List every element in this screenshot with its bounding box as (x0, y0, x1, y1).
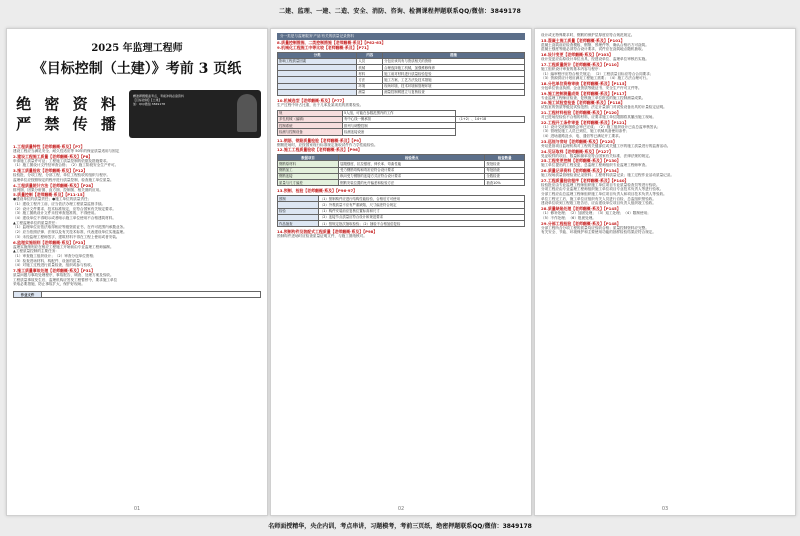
question-heading: 15.混凝土施工质量【老师翻概·系及】【P101】 (541, 37, 625, 43)
table-cell: 5人组，可能在参数范围内的工作 (342, 110, 455, 116)
table-cell: 预制 (278, 196, 319, 202)
table-cell: 环境 (357, 83, 383, 89)
table-cell: 检验 (278, 208, 319, 214)
question-heading: 21.工程材料检验【老师翻概·系及】【P120】 (541, 110, 621, 116)
table-cell: 钢筋连接 (278, 173, 339, 179)
table-cell: 测量控制网建立与复核检查 (383, 89, 525, 95)
text-line: 单位工程完工后，施工单位应组织有关人员进行自检，总监组织预验收。 (541, 196, 656, 201)
text-line: 设计或无特殊要求时，钢筋的保护层厚度应符合规范规定。 (541, 33, 635, 37)
table3-header-2: 检查数量 (485, 155, 525, 161)
doc-title-line1: 2025 年监理工程师 (91, 43, 183, 54)
page2-section-c (277, 138, 525, 153)
table-cell: 方法 (357, 77, 383, 83)
text-line: 对已进场经检验不合格的材料，应要求施工单位限期将其撤出施工现场。 (541, 115, 656, 120)
table-cell: 施工前对材料进行质量检验复验 (383, 71, 525, 77)
question-heading: 10.机械选型【老师翻概·系及】【P77】 (277, 98, 347, 104)
text-line: （2）设计文件要求、技术标准规定，应符合国家有关规定要求。 (13, 206, 116, 211)
text-line: 监理实施细则应在相应工程施工开始前由专业监理工程师编制。 (13, 244, 114, 249)
table-cell: 测量 (357, 89, 383, 95)
prefab-inspection-table (277, 195, 525, 227)
text-line: （3）未经监理工程师签字，建筑材料不得在工程上使用或者安装。 (13, 234, 120, 239)
text-line: （4）对施工过程进行质量检查，组织或参与验收。 (13, 263, 95, 268)
text-line: 建设工程应当满足安全、耐久性适应等 50年的保证质量适用与固定 (13, 149, 120, 153)
question-heading: 24.见证取样【老师翻概·系及】【P127】 (541, 148, 613, 154)
page2-section-b (277, 98, 525, 108)
table-cell: 每批抽查 (485, 167, 525, 173)
text-line: 见证取样的项目、数量和频率应符合国家有关标准、法律法规的规定。 (541, 153, 653, 158)
text-line: 钢筋进场时，应按国家现行标准规定抽取试件作力学性能检验。 (277, 142, 378, 147)
text-line: 质量问题与事故处理程序，事故报告、调查、处理方案及验收。 (13, 273, 114, 278)
work-file-cell (42, 292, 261, 298)
text-line: 预制构件进场时应检查质量证明文件，与施工图纸核对。 (277, 234, 367, 239)
text-line: 混凝土强度等级必须符合设计要求，试件应在浇筑地点随机抽取。 (541, 47, 646, 52)
question-heading: 8.质量控制措施、二类控制措施【老师翻概·系及】【P62-63】 (277, 39, 386, 45)
text-line: 检验批应由专业监理工程师组织施工单位项目专业质量检查员等进行验收。 (541, 182, 660, 187)
text-line: （1）编审程序应符合相关规定；（2）工程质量目标应符合合同要求； (541, 71, 654, 76)
table-cell: 屈服强度、抗拉强度、伸长率、弯曲性能 (339, 161, 485, 167)
rebar-inspection-table (277, 154, 525, 186)
table-cell: 作品抽查 (278, 221, 319, 227)
top-note-banner: 分一类是与监理服务'产品'有关的质量记录资料 (277, 33, 525, 40)
text-line: ▲工程监理单位的质量责任： (13, 220, 59, 225)
table-cell: 规 (278, 110, 343, 116)
table-cell: 钢筋原材料 (278, 161, 339, 167)
table-cell: 受力钢筋弯钩和弯折应符合设计要求 (339, 167, 485, 173)
page-number-2: 02 (397, 506, 405, 512)
text-line: （1）施工图设计文件经审查合格；（2）施工阶段安全生产许可。 (13, 163, 119, 168)
document-page-3 (534, 28, 796, 516)
text-line: 设计变更应由原设计单位出具，经建设单位、监理单位审核后实施。 (541, 57, 649, 62)
work-file-label: 作业文件 (14, 292, 42, 298)
table-cell: 质量与尺寸偏差 (278, 180, 339, 186)
text-line: 工程质量事故发生后，监理机构应签发工程暂停令，要求施工单位 (13, 277, 118, 282)
question-heading: 12.施工工程质量验收【老师翻概·系及】【P96】 (277, 147, 362, 153)
text-line: 排列图、因果分析图、直方图、控制图、相关图的应用。 (13, 187, 103, 192)
text-line: （1）修补处理；（2）加固处理；（3）返工处理；（4）限制使用； (541, 211, 651, 216)
text-line: 专业监理工程师应检查、复核施工单位报送的施工控制测量成果。 (541, 95, 646, 100)
question-heading: 1.工程质量特性【老师翻概·系及】【P7】 (13, 144, 85, 149)
question-heading: 11.钢筋、钢筋质量检验【老师翻概·系及】【P9】 (277, 137, 363, 143)
work-file-table (13, 291, 261, 298)
table-cell: （2）外观质量不应有严重缺陷，尺寸偏差符合规定 (318, 202, 524, 208)
table-cell: （1）预制构件应进行结构性能检验，合格后方可使用 (318, 196, 524, 202)
table-cell: 钢筋加工 (278, 167, 339, 173)
promo-text-1: 精准押题覆盖考点，考前冲刺必备资料 (133, 94, 185, 98)
table-cell: 多孔机械（编辑） (278, 116, 343, 122)
text-line: 申请施工质量许可证；工程施工质量控制的依据及措施要求。 (13, 158, 111, 163)
table-cell: （2）连接节点质量应符合设计和规范要求 (318, 214, 524, 220)
text-line: 分项工程应由专业监理工程师组织施工单位项目专业技术负责人等进行验收。 (541, 187, 664, 192)
text-line: （1）设计交底和图纸会审已完成；（2）施工组织设计已由总监审核签认； (541, 124, 661, 129)
table-cell: 影响工程质量因素 (278, 58, 357, 64)
table-cell: 分包应该具有与资质相关的资格 (383, 58, 525, 64)
text-line: （1）审查施工组织设计；（2）审查分包单位资格； (13, 253, 97, 258)
table-cell: （1）按规定批次抽取检验；（2）抽检不合格加倍复检 (318, 221, 524, 227)
promo-banner (13, 86, 261, 142)
question-heading: 20.施工试验室检查【老师翻概·系及】【P118】 (541, 100, 625, 106)
page2-section-d (277, 188, 525, 193)
question-heading: 3.施工质量验收【老师翻概·系及】【P12】 (13, 168, 88, 174)
table-cell: 纵向受力钢筋的连接方式应符合设计要求 (339, 173, 485, 179)
page-number-3: 03 (661, 506, 669, 512)
table-cell: 控制系统 (278, 123, 343, 129)
table3-header-0: 数据项目 (278, 155, 339, 161)
text-line: （3）施工图纸设计文件未经审查批准的，不得使用。 (13, 211, 98, 216)
table-cell: （1）构件安装前应复核位置标高和尺寸 (318, 208, 524, 214)
text-line: 施工现场质量管理检查记录资料；工程材料质量记录；施工过程作业活动质量记录。 (541, 172, 674, 177)
question-heading: 25.工程变更控制【老师翻概·系及】【P130】 (541, 158, 621, 164)
table-cell: 钢筋安装位置的允许偏差和检验方法 (339, 180, 485, 186)
question-heading: 7.施工质量事故处理【老师翻概·系及】【P31】 (13, 268, 96, 274)
question-heading: 22.工程开工条件审查【老师翻概·系及】【P121】 (541, 119, 629, 125)
table-row (278, 221, 525, 227)
text-line: （3）管理及施工人员已到位，施工机械具备使用条件； (541, 129, 630, 134)
text-line: 施工组织设计审查的基本内容与程序： (541, 66, 603, 71)
text-line: （3）检查进场材料、构配件、设备的质量； (13, 258, 84, 263)
text-line: ▲工程质量控制的主要任务： (13, 249, 59, 254)
question-heading: 27.工程质量验收程序【老师翻概·系及】【P140】 (541, 177, 629, 183)
table-row (278, 129, 525, 135)
question-heading: 9.机械化工程施工中等比较【老师翻概·系及】【P71】 (277, 44, 371, 50)
text-line: 施工单位提出的工程变更，总监理工程师组织专业监理工程师审查。 (541, 163, 649, 168)
text-line: 分部工程所含分项工程的质量均应验收合格；质量控制资料应完整。 (541, 225, 649, 230)
question-heading: 13.预制、检验【老师翻概·系及】【P96-97】 (277, 188, 358, 194)
quality-factor-table (277, 52, 525, 96)
question-heading: 16.设计变更【老师翻概·系及】【P103】 (541, 52, 613, 58)
document-page-2 (270, 28, 532, 516)
promo-banner-box (129, 90, 261, 138)
table-cell: 按批检查 (485, 161, 525, 167)
table-cell: 检测与控制设备 (278, 129, 343, 135)
table-cell: 有中心线一侧承担 (342, 116, 455, 122)
table-cell: 人员 (357, 58, 383, 64)
table-cell: 排列与调整控制 (342, 123, 455, 129)
text-line: （5）不作处理；（6）报废处理。 (541, 215, 596, 220)
question-heading: 23.巡视与旁站【老师翻概·系及】【P125】 (541, 138, 617, 144)
table-cell: 施工方案、工艺方法及技术措施 (383, 77, 525, 83)
table-cell: 检测连接设备 (342, 129, 455, 135)
teacher-avatar (237, 94, 257, 132)
table-cell: 合理选择施工机械，加强维修保养 (383, 65, 525, 71)
text-line: （3）资源供应计划应满足工程施工需要；（4）施工方法合理可行。 (541, 76, 650, 81)
table-cell (278, 89, 357, 95)
table1-header-2: 措施 (383, 52, 525, 58)
table-cell: 机械 (357, 65, 383, 71)
page1-content (13, 144, 261, 287)
promo-text-3: 加：QQ/微信 3849178 (133, 102, 166, 106)
question-heading: 6.监理实施细则【老师翻概·系及】【P23】 (13, 239, 88, 245)
question-heading: 4.工程质量统计方法【老师翻概·系及】【P28】 (13, 182, 96, 188)
text-line: ●建设单位的质量责任；●施工单位的质量责任； (13, 197, 92, 202)
table-cell: 现场环境、技术环境和管理环境 (383, 83, 525, 89)
table-cell: 全数检查 (485, 173, 525, 179)
text-line: 监理单位应按照规定的程序进行质量控制，检查施工单位质量。 (13, 177, 114, 182)
table-row (278, 180, 525, 186)
text-line: 建设单位收到工程竣工报告后，应由建设单位项目负责人组织竣工验收。 (541, 201, 656, 206)
header-bar: 二建、监理、一建、二造、安全、消防、咨询、检测课程押题联系QQ/微信：3849178 (278, 8, 522, 15)
question-heading: 19.施工控制测量成果【老师翻概·系及】【P117】 (541, 90, 629, 96)
table-cell: 抽查10% (485, 180, 525, 186)
page2-section-e (277, 229, 525, 239)
text-line: 试验室的资质等级及试验范围；法定计量部门对试验设备出具的计量检定证明。 (541, 105, 667, 110)
question-heading: 18.分包单位资格审核【老师翻概·系及】【P115】 (541, 80, 629, 86)
question-heading: 2.建设工程施工质量【老师翻概·系及】【P8】 (13, 153, 93, 159)
document-page-1 (6, 28, 268, 516)
question-heading: 5.质量控制【老师翻概·系及】【P11-15】 (13, 192, 87, 198)
question-heading: 29.分部工程检验【老师翻概·系及】【P148】 (541, 220, 621, 226)
page-number-1: 01 (133, 506, 141, 512)
page3-content (541, 33, 789, 235)
text-line: 分包单位营业执照、企业资质等级证书、安全生产许可文件等。 (541, 85, 642, 90)
text-line: （2）应当依照法律、法规以及有关技术标准，代表建设单位实施监理。 (13, 230, 127, 235)
text-line: 旁站是指项目监理机构对工程的关键部位或关键工序的施工质量进行的监督活动。 (541, 143, 671, 148)
secret-material-label: 绝 密 资 料 严 禁 传 播 (16, 95, 120, 133)
page2-section-a (277, 40, 525, 50)
text-line: 检验批、分项工程、分部工程、单位工程验收的组织与程序。 (13, 173, 111, 178)
table-row (278, 89, 525, 95)
footer-bar: 名师面授精华，央企内训，考点串讲，习题模考，考前三页纸，绝密押题联系QQ/微信：3849178 (268, 523, 532, 530)
promo-text-2: 【目标控制】【土建】 (133, 98, 162, 102)
table1-header-0: 分类 (278, 52, 357, 58)
table-cell: 材料 (357, 71, 383, 77)
text-line: （1）建设工程开工前，应当依法办理工程质量监督手续。 (13, 201, 106, 206)
table1-header-1: 内容 (357, 52, 383, 58)
text-line: 生产过程中所占比重，出于几率及某项类的需要检验。 (277, 103, 364, 108)
text-line: （4）建设单位不得明示或者暗示施工单位使用不合格建筑材料。 (13, 216, 116, 221)
text-line: （4）进场道路及水、电、通信等已满足开工要求。 (541, 134, 623, 139)
text-line: 采取必要措施，防止事故扩大，保护好现场。 (13, 282, 85, 287)
text-line: 有关安全、节能、环境保护和主要使用功能的抽样检验结果应符合规定。 (541, 230, 656, 235)
machine-selection-table (277, 110, 525, 136)
question-heading: 26.质量记录资料【老师翻概·系及】【P134】 (541, 167, 621, 173)
question-heading: 14.预制构件及装配式工程质量【老师翻概·系及】【P98】 (277, 229, 378, 235)
text-line: 混凝土浇筑前应检查模板、钢筋、预埋件等，确认合格后方可浇筑。 (541, 42, 649, 47)
table-cell: （1+2）、14+18 (456, 116, 525, 122)
text-line: 分部工程应由总监理工程师组织施工单位项目负责人和项目技术负责人等验收。 (541, 192, 667, 197)
question-heading: 17.工程质量统计【老师翻概·系及】【P110】 (541, 61, 621, 67)
table3-header-1: 检验要点 (339, 155, 485, 161)
text-line: （1）监理单位应依法取得相应等级资质证书，在许可范围内承揽业务。 (13, 225, 127, 230)
question-heading: 28.质量缺陷处理【老师翻概·系及】【P145】 (541, 206, 621, 212)
doc-title-line2: 《目标控制（土建）》考前 3 页纸 (32, 61, 242, 77)
